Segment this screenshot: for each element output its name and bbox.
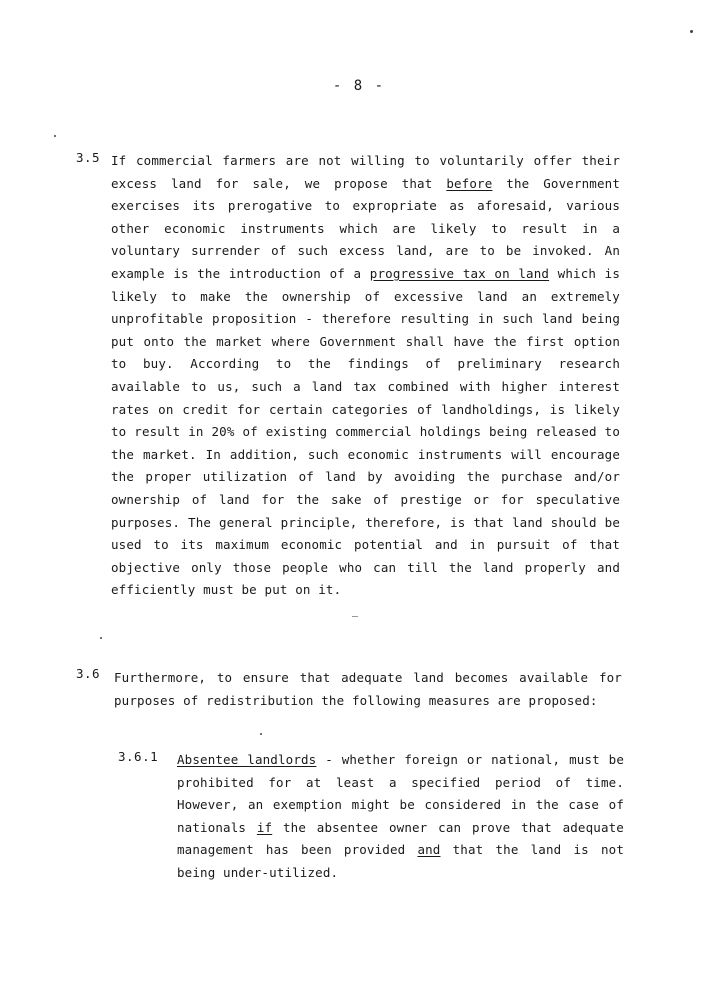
section-text-3-6-1 (177, 749, 624, 885)
underlined-phrase: Absentee landlords (177, 752, 317, 767)
text-run: which is likely to make the ownership of excessive land an extremely unprofitable proposition - therefore resulting in such land being put onto the market where Government shall have the first option to buy. According to the findings of preliminary research available to us, such a land tax combined with higher interest rates on credit for certain categories of landholdings, is likely to result in 20% of existing commercial holdings being released to the market. In addition, such economic instruments will encourage the proper utilization of land by avoiding the purchase and/or ownership of land for the sake of prestige or for speculative purposes. The general principle, therefore, is that land should be used to its maximum economic potential and in pursuit of that objective only those people who can till the land properly and efficiently must be put on it. (111, 265, 621, 598)
scan-speck (100, 637, 102, 639)
section-text-3-5 (111, 150, 620, 602)
text-run: - whether foreign or national, must be prohibited for at least a specified period of time. However, an exemption might be considered in the case of nationals (177, 752, 624, 835)
text-run: the Government exercises its prerogative to expropriate as aforesaid, various other economic instruments which are likely to result in a voluntary surrender of such excess land, are to be invoked. An example is the introduction of a (111, 175, 620, 281)
section-number-3-6-1: 3.6.1 (118, 749, 159, 764)
text-run: the absentee owner can prove that adequate management has been provided (177, 819, 624, 858)
text-run: Furthermore, to ensure that adequate land becomes available for purposes of redistribution the following measures are proposed: (114, 670, 622, 708)
text-run: If commercial farmers are not willing to voluntarily offer their excess land for sale, we propose that (111, 153, 620, 191)
scan-speck (352, 616, 358, 617)
section-text-3-6 (114, 666, 622, 712)
underlined-phrase: progressive tax on land (369, 265, 550, 281)
section-number-3-5: 3.5 (76, 150, 101, 165)
scan-speck (690, 30, 693, 33)
scan-speck (54, 135, 56, 137)
underlined-phrase: before (446, 175, 493, 191)
underlined-phrase: if (256, 819, 273, 835)
page-number: - 8 - (332, 78, 386, 94)
scan-speck (260, 733, 262, 735)
underlined-phrase: and (417, 842, 441, 858)
section-number-3-6: 3.6 (76, 666, 101, 681)
text-run: that the land is not being under-utilized. (177, 842, 624, 880)
